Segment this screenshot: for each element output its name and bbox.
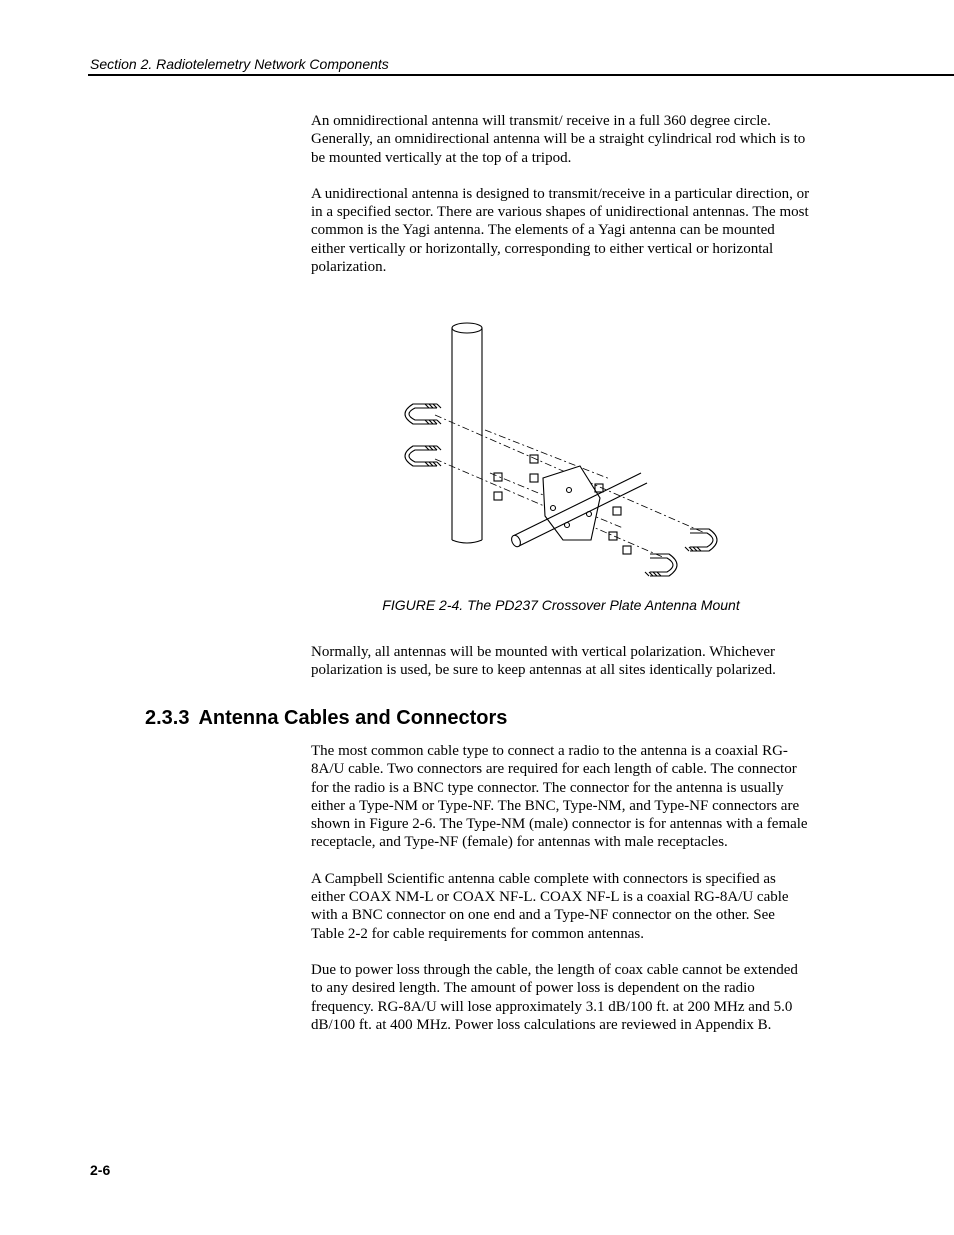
crossover-plate-mount-figure [395, 318, 735, 583]
running-header: Section 2. Radiotelemetry Network Components [90, 56, 389, 72]
section-heading [145, 707, 507, 730]
paragraph-campbell-cable: A Campbell Scientific antenna cable complete with connectors is specified as either COAX NM-L or COAX NF-L. COAX NF-L is a coaxial RG-8A/U cable with a BNC connector on one end and a Type-NF connector on the other. See Table 2-2 for cable requirements for common antennas. [311, 870, 789, 942]
page-number: 2-6 [90, 1162, 111, 1178]
paragraph-power-loss: Due to power loss through the cable, the length of coax cable cannot be extended to any desired length. The amount of power loss is dependent on the radio frequency. RG-8A/U will lose approximately 3.1 dB/100 ft. at 200 MHz and 5.0 dB/100 ft. at 400 MHz. Power loss calculations are reviewed in Appendix B. [311, 961, 798, 1033]
section-number: 2.3.3 [145, 707, 190, 729]
u-bolt-right-lower [645, 554, 677, 576]
section-title: Antenna Cables and Connectors [198, 707, 508, 729]
paragraph-polarization: Normally, all antennas will be mounted with vertical polarization. Whichever polarization is used, be sure to keep antennas at all sites identically polarized. [311, 644, 776, 679]
u-bolt-left-upper [405, 404, 441, 424]
paragraph-cable-type: The most common cable type to connect a radio to the antenna is a coaxial RG-8A/U cable. Two connectors are required for each length of cable. The connector for the radio is a BNC type connector. The connector for the antenna is usually either a Type-NM or Type-NF. The BNC, Type-NM, and Type-NF connectors are shown in Figure 2-6. The Type-NM (male) connector is for antennas with a female receptacle, and Type-NF (female) for antennas with male receptacles. [311, 743, 808, 851]
section-body [311, 742, 811, 1034]
intro-text [311, 112, 811, 276]
u-bolt-left-lower [405, 446, 441, 466]
paragraph-omnidirectional: An omnidirectional antenna will transmit/ receive in a full 360 degree circle. Generally, an omnidirectional antenna will be a straight cylindrical rod which is to be mounted vertically at the top of a tripod. [311, 113, 806, 166]
figure-caption: FIGURE 2-4. The PD237 Crossover Plate Antenna Mount [382, 597, 740, 613]
u-bolt-right-upper [685, 529, 717, 551]
crossover-plate [543, 466, 600, 540]
mast-pipe [452, 323, 482, 543]
after-figure-text [311, 643, 811, 680]
nuts-right [595, 484, 631, 554]
paragraph-unidirectional: A unidirectional antenna is designed to transmit/receive in a particular direction, or in a specified sector. There are various shapes of unidirectional antennas. The most common is the Yagi antenna. The elements of a Yagi antenna can be mounted either vertically or horizontally, corresponding to either vertical or horizontal polarization. [311, 185, 810, 276]
header-rule [88, 74, 954, 76]
